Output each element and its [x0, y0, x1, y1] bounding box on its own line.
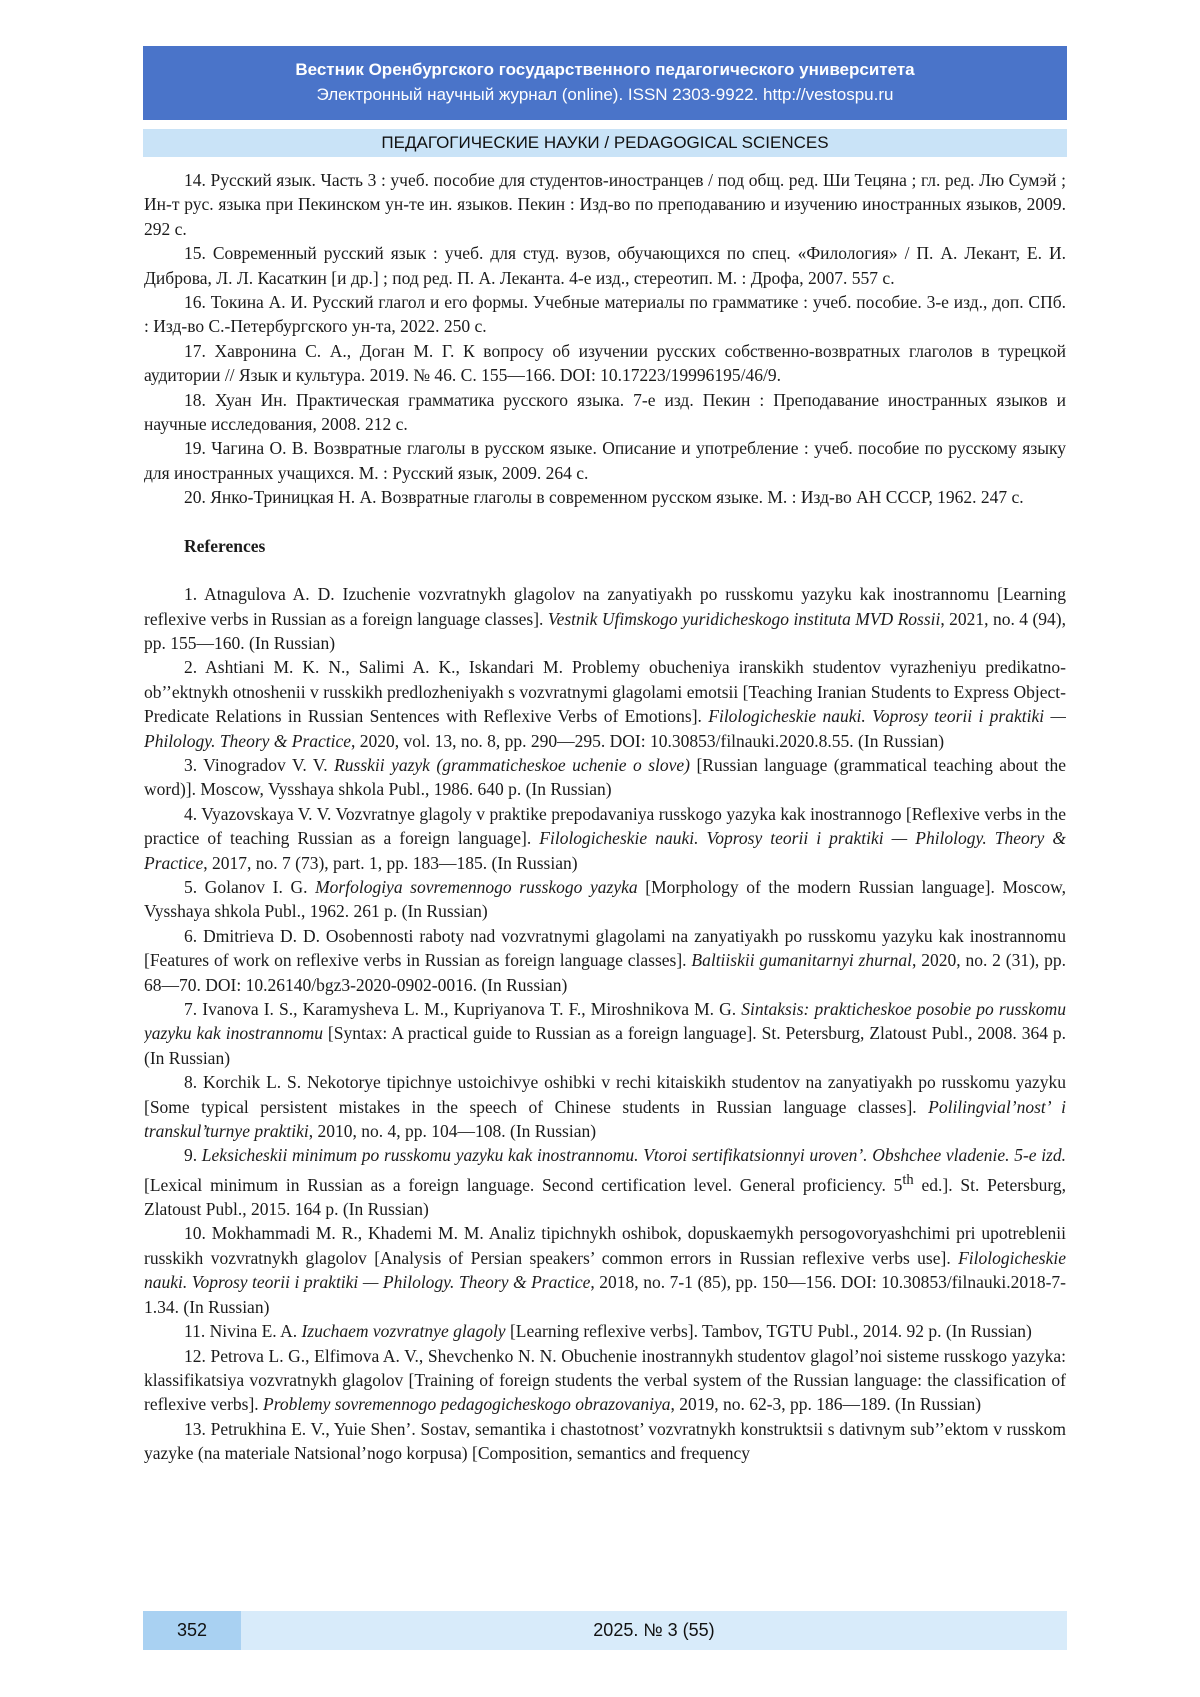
- reference-text: 4. Vyazovskaya V. V. Vozvratnye glagoly v praktike prepodavaniya russkogo yazyka kak inostrannogo [Reflexive verbs in the practice of teaching Russian as a foreign language].: [144, 803, 1066, 849]
- reference-text: 11. Nivina E. A.: [184, 1321, 302, 1342]
- reference-text: 7. Ivanova I. S., Karamysheva L. M., Kupriyanova T. F., Miroshnikova M. G.: [184, 999, 742, 1019]
- section-title: ПЕДАГОГИЧЕСКИЕ НАУКИ / PEDAGOGICAL SCIENCES: [143, 129, 1067, 157]
- reference-item: 19. Чагина О. В. Возвратные глаголы в русском языке. Описание и употребление : учеб. пособие по русскому языку для иностранных учащихся. М. : Русский язык, 2009. 264 с.: [144, 438, 1066, 483]
- reference-text: , 2021, no. 4 (94), pp. 155—160. (In Russian): [144, 608, 1066, 653]
- reference-text: 5. Golanov I. G.: [184, 876, 316, 897]
- reference-item: [144, 802, 1066, 875]
- references-heading: References: [184, 535, 266, 556]
- reference-text: , 2020, no. 2 (31), pp. 68—70. DOI: 10.26140/bgz3-2020-0902-0016. (In Russian): [144, 950, 1066, 995]
- reference-source: Baltiiskii gumanitarnyi zhurnal: [691, 950, 913, 971]
- reference-item: 15. Современный русский язык : учеб. для студ. вузов, обучающихся по спец. «Филология» / П. А. Лекант, Е. И. Диброва, Л. Л. Касаткин [и др.] ; под ред. П. А. Леканта. 4-е изд., стереотип. М. : Дрофа, 2007. 557 с.: [144, 243, 1066, 288]
- reference-source: Filologicheskie nauki. Voprosy teorii i praktiki — Philology. Theory & Practice: [144, 1247, 1066, 1293]
- reference-text: 1. Atnagulova A. D. Izuchenie vozvratnykh glagolov na zanyatiyakh po russkomu yazyku kak inostrannomu [Learning reflexive verbs in Russian as a foreign language classes].: [144, 584, 1066, 629]
- article-body: [144, 168, 1066, 1586]
- page-number: 352: [143, 1611, 241, 1650]
- reference-item: [144, 1143, 1066, 1221]
- reference-item: 18. Хуан Ин. Практическая грамматика русского языка. 7-е изд. Пекин : Преподавание иностранных языков и научные исследования, 2008. 212 с.: [144, 389, 1066, 435]
- reference-item: 20. Янко-Триницкая Н. А. Возвратные глаголы в современном русском языке. М. : Изд-во АН СССР, 1962. 247 с.: [184, 487, 1024, 508]
- reference-text: [Morphology of the modern Russian language]. Moscow, Vysshaya shkola Publ., 1962. 261 p. (In Russian): [144, 876, 1066, 922]
- references-en-list: [144, 582, 1066, 1465]
- references-ru-list: [144, 168, 1066, 510]
- reference-source: Izuchaem vozvratnye glagoly: [301, 1321, 506, 1342]
- reference-item: [144, 924, 1066, 997]
- reference-text: , 2020, vol. 13, no. 8, pp. 290—295. DOI: 10.30853/filnauki.2020.8.55. (In Russian): [351, 730, 945, 751]
- reference-text: 12. Petrova L. G., Elfimova A. V., Shevchenko N. N. Obuchenie inostrannykh studentov glagol’noi sisteme russkogo yazyka: klassifikatsiya vozvratnykh glagolov [Training of foreign students the verbal system of the Russian language: the classification of reflexive verbs].: [144, 1345, 1066, 1415]
- reference-source: Filologicheskie nauki. Voprosy teorii i praktiki — Philology. Theory & Practice: [144, 706, 1066, 751]
- reference-text: [Lexical minimum in Russian as a foreign language. Second certification level. General proficiency. 5: [144, 1174, 903, 1195]
- reference-item: [144, 1344, 1066, 1417]
- reference-item: [144, 655, 1066, 753]
- reference-item: 14. Русский язык. Часть 3 : учеб. пособие для студентов-иностранцев / под общ. ред. Ши Тецяна ; гл. ред. Лю Сумэй ; Ин-т рус. языка при Пекинском ун-те ин. языков. Пекин : Изд-во по преподаванию и изучению иностранных языков, 2009. 292 с.: [144, 170, 1066, 239]
- reference-item: [144, 753, 1066, 802]
- reference-text: 2. Ashtiani M. K. N., Salimi A. K., Iskandari M. Problemy obucheniya iranskikh studentov vyrazheniyu predikatno-ob’’ektnykh otnoshenii v russkikh predlozheniyakh s vozvratnymi glagolami emotsii [Teaching Iranian Students to Express Object-Predicate Relations in Russian Sentences with Reflexive Verbs of Emotions].: [144, 657, 1066, 727]
- reference-item: [144, 875, 1066, 924]
- reference-text: ed.]. St. Petersburg, Zlatoust Publ., 2015. 164 p. (In Russian): [144, 1174, 1066, 1220]
- reference-source: Sintaksis: prakticheskoe posobie po russkomu yazyku kak inostrannomu: [144, 999, 1066, 1044]
- reference-text: 6. Dmitrieva D. D. Osobennosti raboty nad vozvratnymi glagolami na zanyatiyakh po russkomu yazyku kak inostrannomu [Features of work on reflexive verbs in Russian as foreign language classes].: [144, 925, 1066, 971]
- reference-source: Polilingvial’nost’ i transkul’turnye praktiki: [144, 1096, 1066, 1142]
- reference-item: [144, 1070, 1066, 1143]
- journal-title: Вестник Оренбургского государственного педагогического университета: [295, 60, 915, 79]
- reference-item: [144, 1319, 1066, 1343]
- reference-text: , 2017, no. 7 (73), part. 1, pp. 183—185. (In Russian): [203, 852, 578, 873]
- reference-text: , 2018, no. 7-1 (85), pp. 150—156. DOI: 10.30853/filnauki.2018-7-1.34. (In Russian): [144, 1272, 1066, 1317]
- reference-item: 16. Токина А. И. Русский глагол и его формы. Учебные материалы по грамматике : учеб. пособие. 3-е изд., доп. СПб. : Изд-во С.-Петербургского ун-та, 2022. 250 с.: [144, 292, 1066, 337]
- reference-text: 8. Korchik L. S. Nekotorye tipichnye ustoichivye oshibki v rechi kitaiskikh studentov na zanyatiyakh po russkomu yazyku [Some typical persistent mistakes in the speech of Chinese students in Russian language classes].: [144, 1072, 1066, 1117]
- journal-header: [143, 46, 1067, 120]
- reference-item: [144, 997, 1066, 1070]
- reference-source: Vestnik Ufimskogo yuridicheskogo instituta MVD Rossii: [547, 608, 941, 629]
- reference-text: , 2010, no. 4, pp. 104—108. (In Russian): [308, 1121, 597, 1142]
- reference-item: [144, 1221, 1066, 1319]
- reference-source: Filologicheskie nauki. Voprosy teorii i praktiki — Philology. Theory & Practice: [144, 828, 1066, 873]
- reference-source: Problemy sovremennogo pedagogicheskogo obrazovaniya: [263, 1394, 671, 1415]
- reference-source: Leksicheskii minimum po russkomu yazyku kak inostrannomu. Vtoroi sertifikatsionnyi uroven’. Obshchee vladenie. 5-e izd.: [201, 1145, 1066, 1166]
- page-footer: [143, 1611, 1067, 1650]
- issue-label: 2025. № 3 (55): [593, 1620, 715, 1640]
- reference-source: Russkii yazyk (grammaticheskoe uchenie o slove): [334, 754, 691, 775]
- reference-item: 17. Хавронина С. А., Доган М. Г. К вопросу об изучении русских собственно-возвратных глаголов в турецкой аудитории // Язык и культура. 2019. № 46. С. 155—166. DOI: 10.17223/19996195/46/9.: [144, 340, 1066, 386]
- reference-item: [144, 1417, 1066, 1466]
- reference-text: 13. Petrukhina E. V., Yuie Shen’. Sostav, semantika i chastotnost’ vozvratnykh konstruktsii s dativnym sub’’ektom v russkom yazyke (na materiale Natsional’nogo korpusa) [Composition, semantics and frequency: [144, 1418, 1066, 1464]
- superscript: th: [902, 1171, 914, 1188]
- reference-text: [Learning reflexive verbs]. Tambov, TGTU Publ., 2014. 92 p. (In Russian): [505, 1321, 1032, 1342]
- reference-source: Morfologiya sovremennogo russkogo yazyka: [315, 876, 638, 897]
- reference-text: [Syntax: A practical guide to Russian as a foreign language]. St. Petersburg, Zlatoust Publ., 2008. 364 p. (In Russian): [144, 1023, 1066, 1068]
- reference-text: , 2019, no. 62-3, pp. 186—189. (In Russian): [670, 1394, 982, 1415]
- reference-item: [144, 582, 1066, 655]
- reference-text: 10. Mokhammadi M. R., Khademi M. M. Analiz tipichnykh oshibok, dopuskaemykh persogovoryashchimi pri upotreblenii russkikh vozvratnykh glagolov [Analysis of Persian speakers’ common errors in Russian reflexive verbs use].: [144, 1223, 1066, 1268]
- reference-text: 3. Vinogradov V. V.: [184, 754, 335, 775]
- reference-text: 9.: [184, 1145, 202, 1166]
- reference-text: [Russian language (grammatical teaching about the word)]. Moscow, Vysshaya shkola Publ., 1986. 640 p. (In Russian): [144, 754, 1066, 800]
- journal-subtitle: Электронный научный журнал (online). ISSN 2303-9922. http://vestospu.ru: [316, 85, 894, 104]
